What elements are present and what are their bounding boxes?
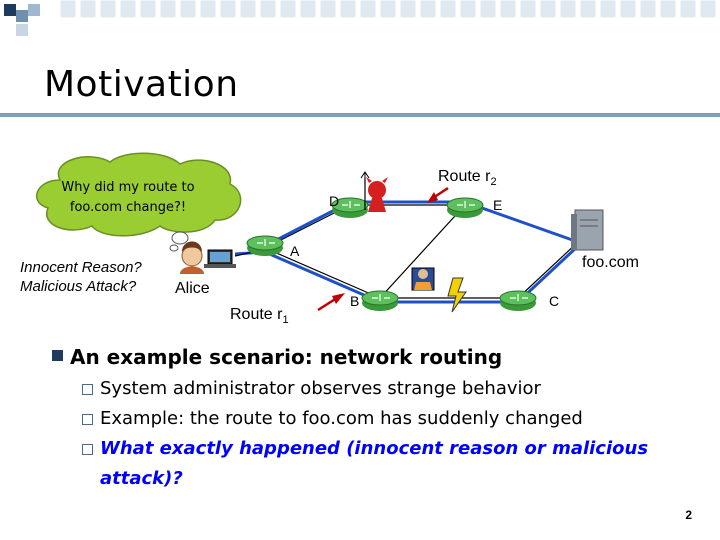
- checkbox-bullet-icon: [82, 414, 93, 425]
- thought-line-2: foo.com change?!: [69, 200, 187, 215]
- innocent-reason: Innocent Reason?: [20, 259, 142, 276]
- page-number: 2: [685, 508, 692, 522]
- alice-avatar: [180, 242, 236, 275]
- checkbox-bullet-icon: [82, 444, 93, 455]
- slide-title: Motivation: [44, 64, 239, 105]
- node-label-c: C: [549, 293, 560, 309]
- thought-line-1: Why did my route to: [61, 180, 195, 195]
- route-r2-text: Route r: [438, 168, 491, 185]
- bullet-sub-3-text: What exactly happened (innocent reason or malicious attack)?: [100, 438, 649, 489]
- route-r1-text: Route r: [230, 306, 283, 323]
- bullet-square-icon: [52, 350, 63, 361]
- lightning-icon: [448, 278, 466, 312]
- alice-label: Alice: [175, 280, 210, 297]
- bullet-sub-1-text: System administrator observes strange behavior: [100, 378, 541, 399]
- title-divider: [0, 113, 720, 117]
- route-r2-label: [438, 168, 497, 188]
- node-label-d: D: [329, 193, 340, 209]
- bullet-main: [52, 340, 692, 374]
- malicious-attack: Malicious Attack?: [20, 278, 137, 295]
- bullet-sub-3: [52, 434, 692, 494]
- bullet-sub-1: [52, 374, 692, 404]
- attacker-icon: [412, 268, 434, 290]
- node-label-b: B: [350, 293, 360, 309]
- route-r1-sub: 1: [282, 314, 289, 327]
- router-a: [247, 236, 283, 256]
- bullet-main-text: An example scenario: network routing: [70, 345, 503, 369]
- node-label-a: A: [290, 243, 300, 259]
- router-b: [362, 291, 398, 311]
- reasons-text: [20, 258, 142, 296]
- router-e: [447, 198, 483, 218]
- route-r1-label: [230, 306, 289, 326]
- devil-icon: [361, 172, 388, 212]
- bullet-list: [52, 340, 692, 494]
- server-icon: [571, 210, 603, 250]
- checkbox-bullet-icon: [82, 384, 93, 395]
- route-r2-sub: 2: [490, 176, 497, 189]
- foo-label: foo.com: [582, 254, 639, 271]
- bullet-sub-2-text: Example: the route to foo.com has suddenly changed: [100, 408, 583, 429]
- router-c: [500, 291, 536, 311]
- corner-decoration: [0, 0, 720, 48]
- thought-bubble-text: [48, 178, 208, 218]
- bullet-sub-2: [52, 404, 692, 434]
- node-label-e: E: [493, 197, 503, 213]
